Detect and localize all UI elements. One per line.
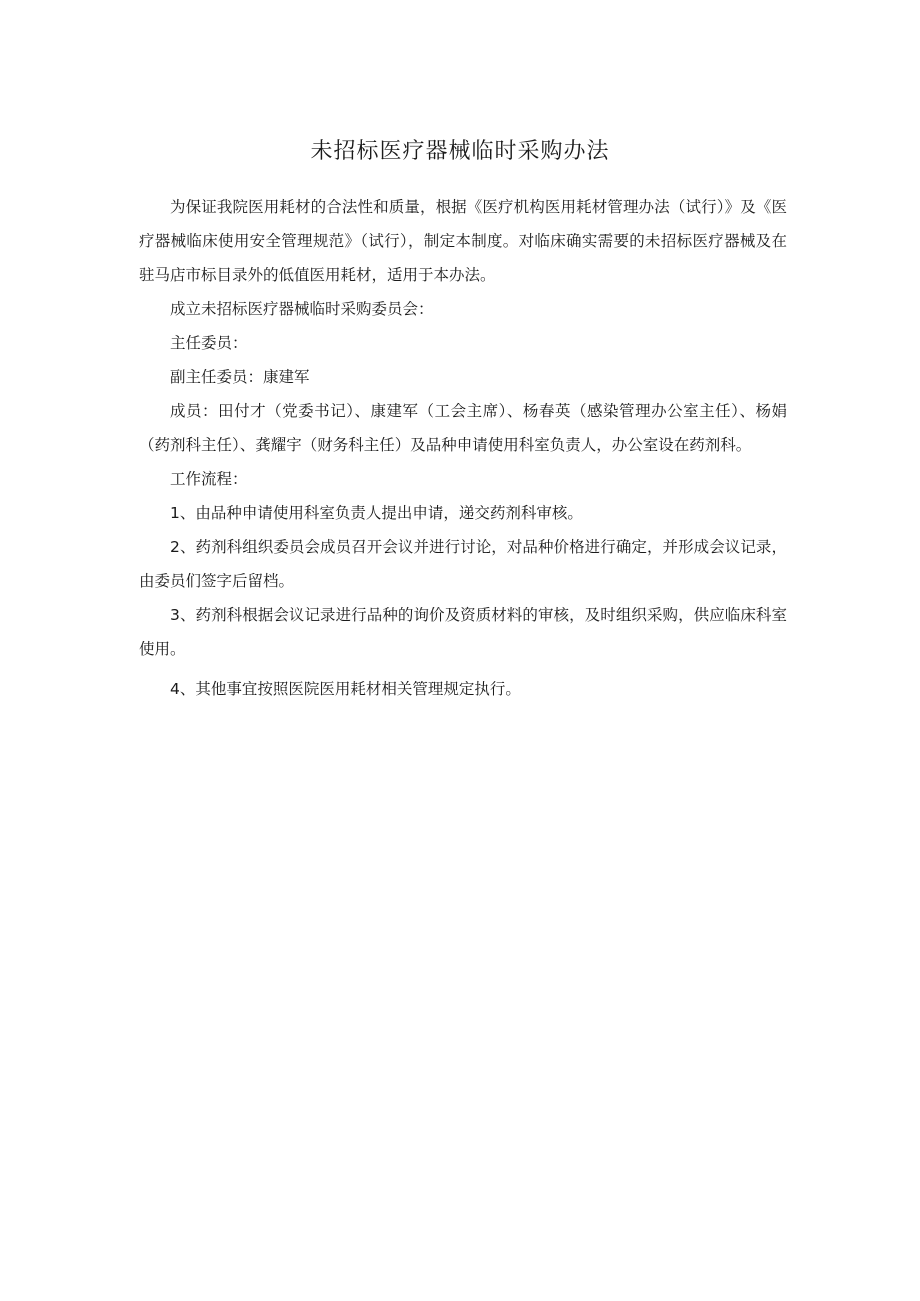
- step-number: 3: [170, 606, 180, 624]
- step-text: 、由品种申请使用科室负责人提出申请，递交药剂科审核。: [179, 504, 583, 522]
- step-number: 4: [170, 680, 180, 698]
- workflow-heading: 工作流程：: [170, 470, 248, 488]
- document-title: 未招标医疗器械临时采购办法: [310, 139, 610, 164]
- workflow-step-4: [139, 672, 787, 706]
- step-number: 2: [170, 538, 180, 556]
- members-paragraph: 成员：田付才（党委书记）、康建军（工会主席）、杨春英（感染管理办公室主任）、杨娟（药剂科主任）、龚耀宇（财务科主任）及品种申请使用科室负责人，办公室设在药剂科。: [139, 402, 787, 454]
- workflow-step-3: [139, 598, 787, 666]
- intro-paragraph: 为保证我院医用耗材的合法性和质量，根据《医疗机构医用耗材管理办法（试行）》及《医疗器械临床使用安全管理规范》（试行），制定本制度。对临床确实需要的未招标医疗器械及在驻马店市标目录外的低值医用耗材，适用于本办法。: [139, 198, 787, 284]
- step-text: 、药剂科组织委员会成员召开会议并进行讨论，对品种价格进行确定，并形成会议记录，由委员们签字后留档。: [139, 538, 787, 590]
- director-line: 主任委员：: [170, 334, 248, 352]
- deputy-director-line: 副主任委员：康建军: [170, 368, 310, 386]
- workflow-step-1: [139, 496, 787, 530]
- document-body: [139, 190, 787, 706]
- step-text: 、其他事宜按照医院医用耗材相关管理规定执行。: [179, 680, 521, 698]
- step-number: 1: [170, 504, 180, 522]
- workflow-step-2: [139, 530, 787, 598]
- step-text: 、药剂科根据会议记录进行品种的询价及资质材料的审核，及时组织采购，供应临床科室使用。: [139, 606, 787, 658]
- committee-heading: 成立未招标医疗器械临时采购委员会：: [170, 300, 434, 318]
